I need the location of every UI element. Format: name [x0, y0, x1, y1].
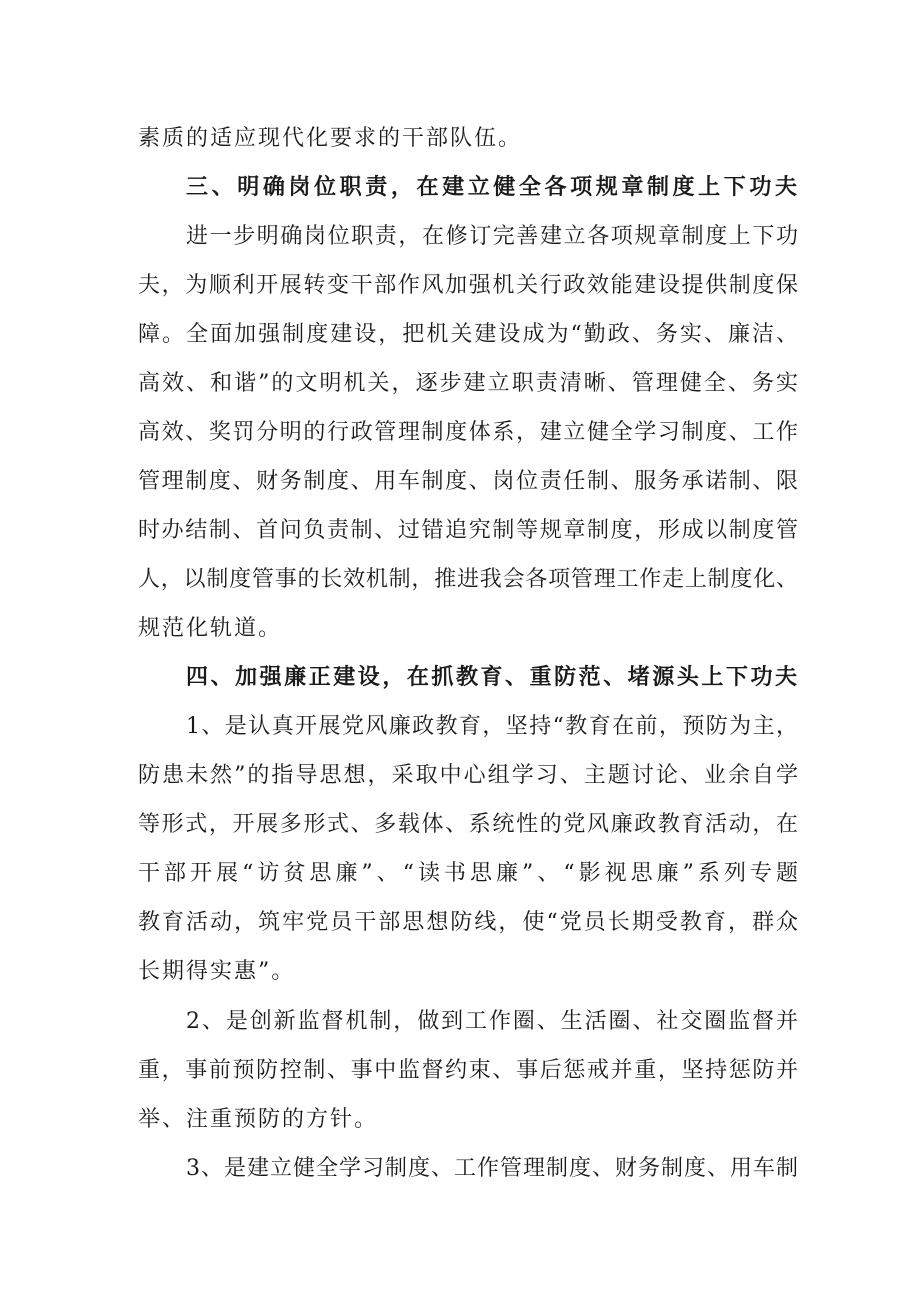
- paragraph-line: 长期得实惠”。: [138, 959, 296, 984]
- text-line: 素质的适应现代化要求的干部队伍。: [138, 126, 523, 151]
- paragraph-line: 人，以制度管事的长效机制，推进我会各项管理工作走上制度化、: [138, 567, 798, 592]
- section-heading: 四、加强廉正建设，在抓教育、重防范、堵源头上下功夫: [186, 665, 798, 690]
- paragraph-line: 1、是认真开展党风廉政教育，坚持“教育在前，预防为主，: [186, 714, 798, 739]
- paragraph-line: 重，事前预防控制、事中监督约束、事后惩戒并重，坚持惩防并: [138, 1058, 798, 1083]
- paragraph-line: 2、是创新监督机制，做到工作圈、生活圈、社交圈监督并: [186, 1009, 798, 1034]
- paragraph-line: 高效、奖罚分明的行政管理制度体系，建立健全学习制度、工作: [138, 420, 798, 445]
- section-heading: 三、明确岗位职责，在建立健全各项规章制度上下功夫: [186, 175, 798, 200]
- paragraph-line: 障。全面加强制度建设，把机关建设成为“勤政、务实、廉洁、: [138, 322, 798, 347]
- paragraph-line: 防患未然”的指导思想，采取中心组学习、主题讨论、业余自学: [138, 763, 798, 788]
- paragraph-line: 夫，为顺利开展转变干部作风加强机关行政效能建设提供制度保: [138, 273, 798, 298]
- paragraph-line: 高效、和谐”的文明机关，逐步建立职责清晰、管理健全、务实: [138, 371, 798, 396]
- paragraph-line: 等形式，开展多形式、多载体、系统性的党风廉政教育活动，在: [138, 812, 798, 837]
- paragraph-line: 干部开展“访贫思廉”、“读书思廉”、“影视思廉”系列专题: [138, 861, 798, 886]
- paragraph-line: 3、是建立健全学习制度、工作管理制度、财务制度、用车制: [186, 1156, 798, 1181]
- paragraph-line: 管理制度、财务制度、用车制度、岗位责任制、服务承诺制、限: [138, 469, 798, 494]
- paragraph-line: 进一步明确岗位职责，在修订完善建立各项规章制度上下功: [186, 224, 798, 249]
- paragraph-line: 时办结制、首问负责制、过错追究制等规章制度，形成以制度管: [138, 518, 798, 543]
- paragraph-line: 举、注重预防的方针。: [138, 1107, 379, 1132]
- paragraph-line: 规范化轨道。: [138, 616, 283, 641]
- paragraph-line: 教育活动，筑牢党员干部思想防线，使“党员长期受教育，群众: [138, 910, 798, 935]
